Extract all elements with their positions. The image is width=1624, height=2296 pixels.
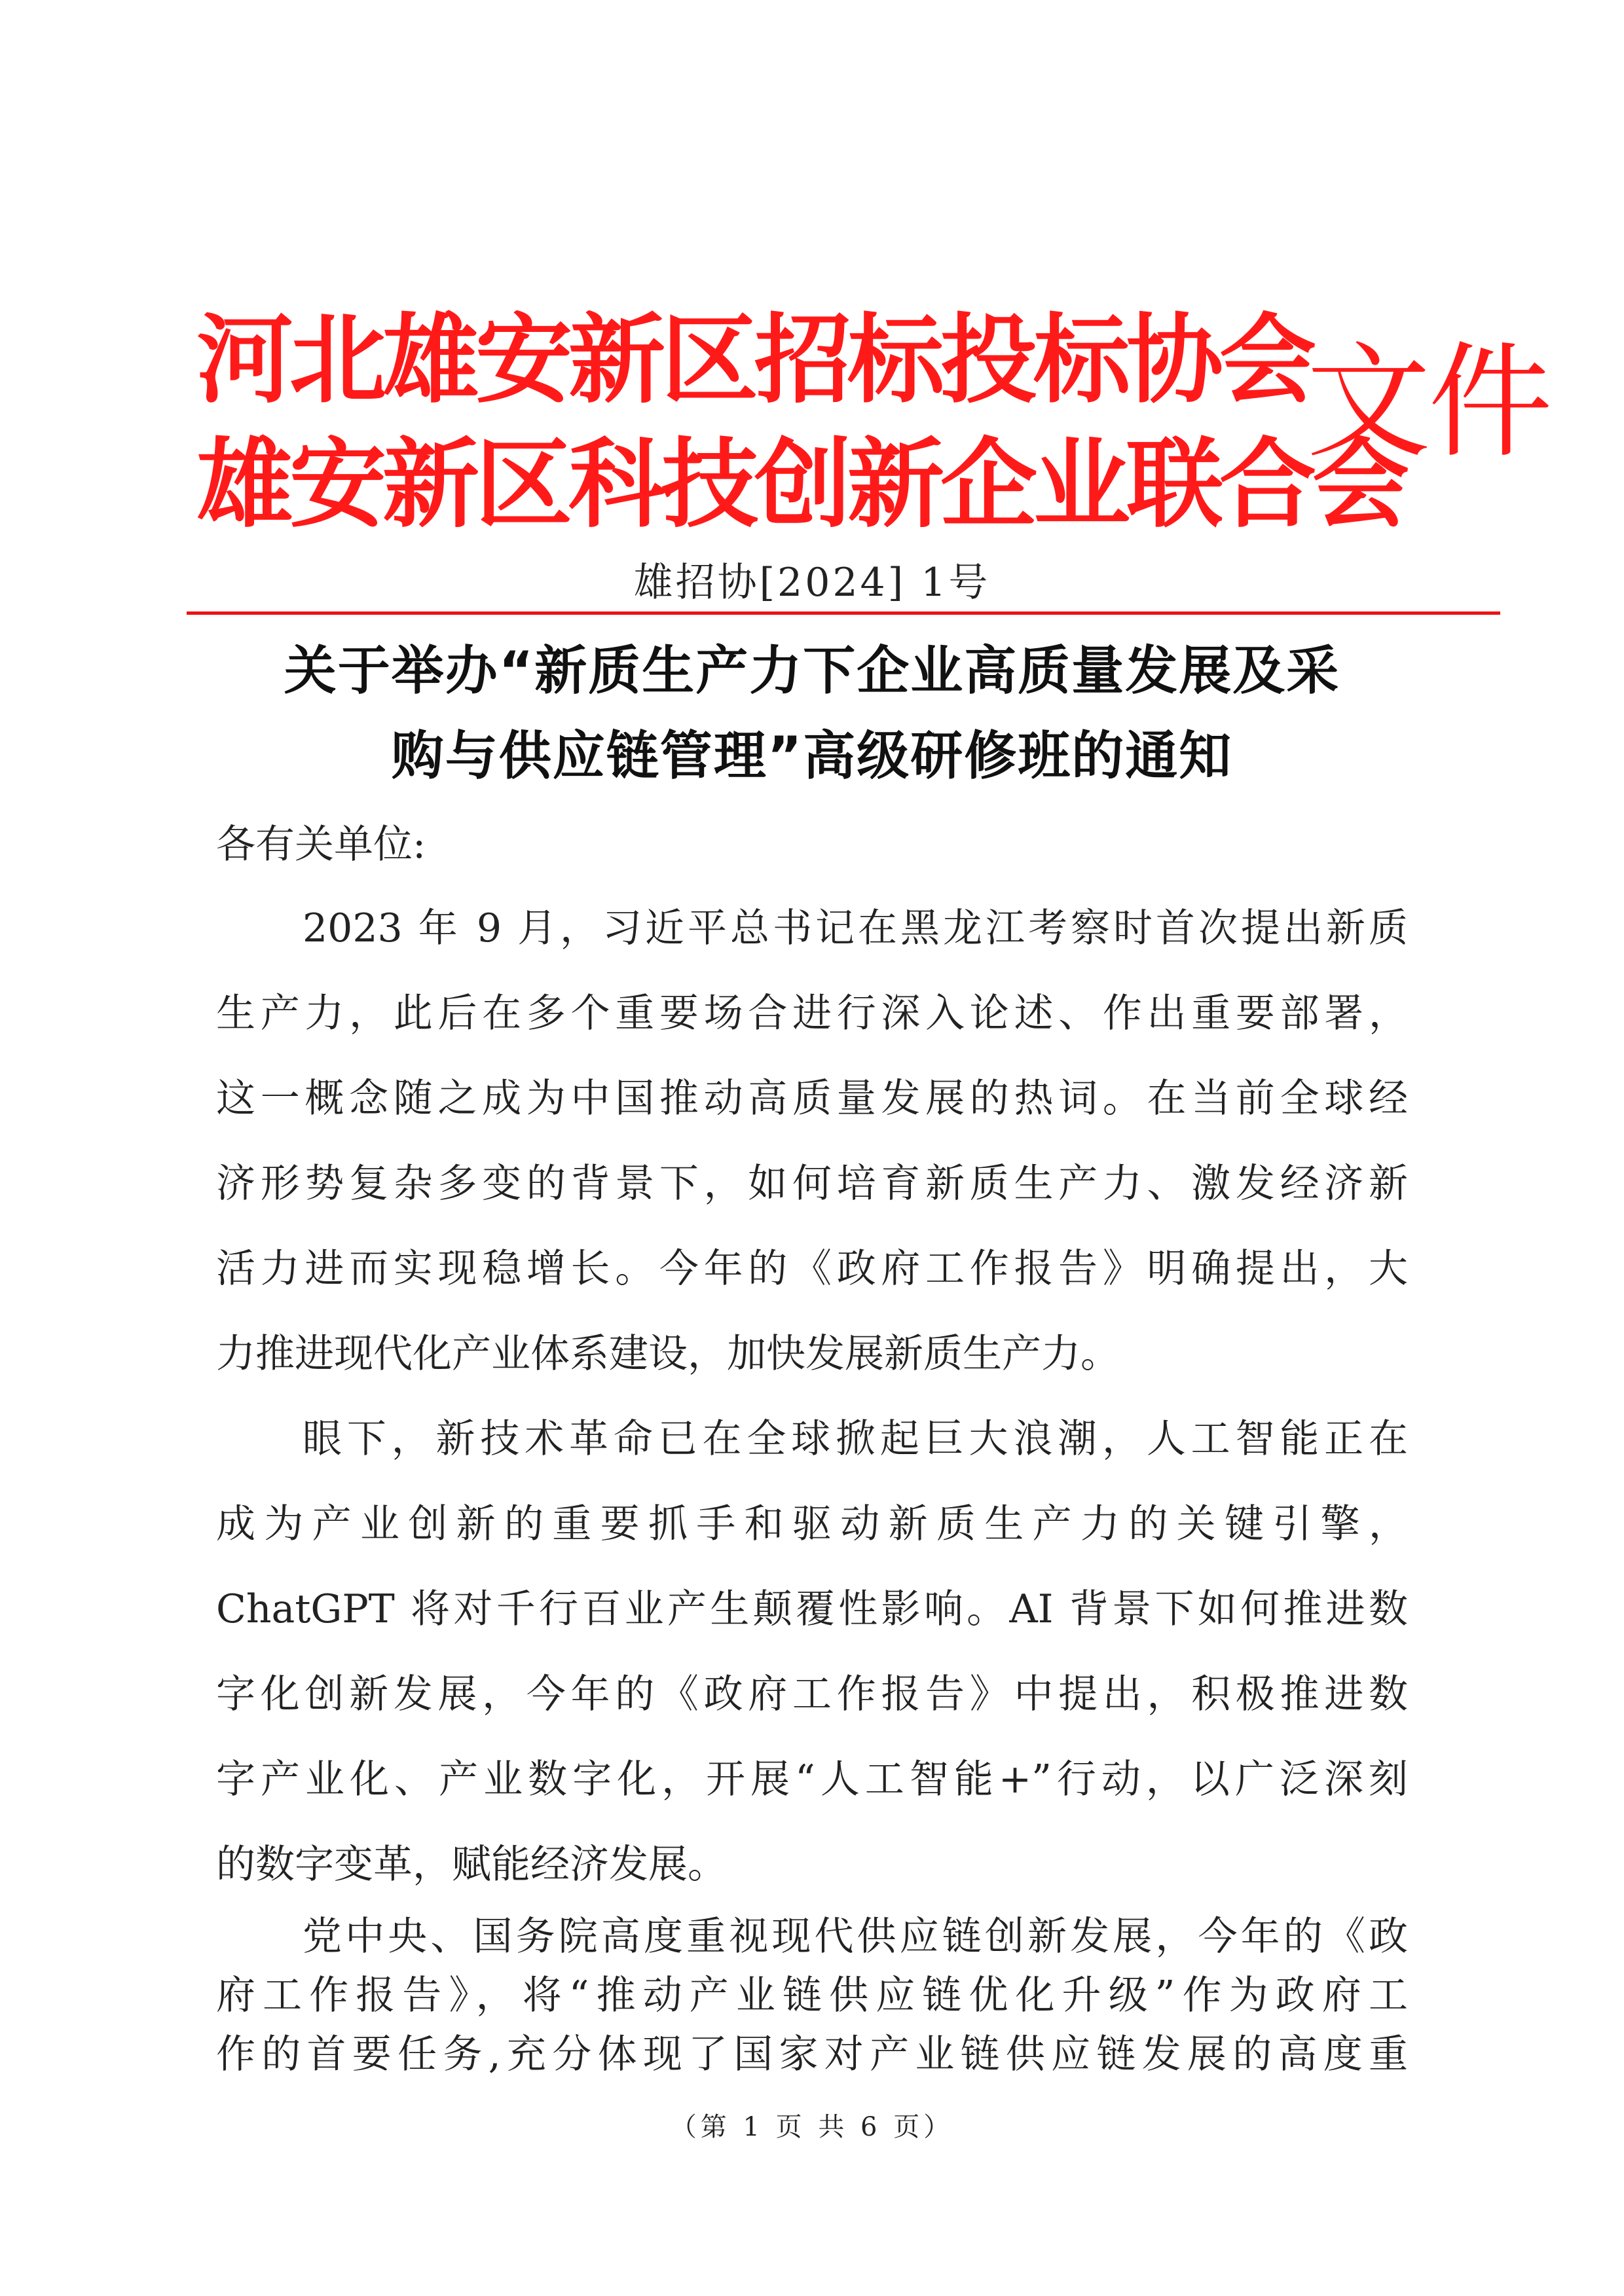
body-line: 生产力，此后在多个重要场合进行深入论述、作出重要部署， <box>216 991 1408 1036</box>
notice-title-line-1: 关于举办“新质生产力下企业高质量发展及采 <box>284 640 1340 701</box>
body-line: 成为产业创新的重要抓手和驱动新质生产力的关键引擎， <box>216 1501 1408 1547</box>
body-line: 作的首要任务,充分体现了国家对产业链供应链发展的高度重 <box>216 2032 1408 2077</box>
page-indicator: （第 1 页 共 6 页） <box>670 2112 954 2142</box>
body-line: 眼下，新技术革命已在全球掀起巨大浪潮，人工智能正在 <box>303 1416 1408 1462</box>
body-line: 党中央、国务院高度重视现代供应链创新发展，今年的《政 <box>303 1914 1408 1959</box>
body-line: 字产业化、产业数字化，开展“人工智能+”行动，以广泛深刻 <box>216 1757 1408 1802</box>
org-name-line-1: 河北雄安新区招标投标协会 <box>196 304 1312 416</box>
body-line: 的数字变革，赋能经济发展。 <box>216 1842 727 1887</box>
document-number: 雄招协[2024] 1号 <box>633 560 991 606</box>
body-line: 府工作报告》，将“推动产业链供应链优化升级”作为政府工 <box>216 1973 1408 2018</box>
salutation: 各有关单位: <box>216 822 426 867</box>
body-line: ChatGPT 将对千行百业产生颠覆性影响。AI 背景下如何推进数 <box>216 1586 1408 1632</box>
org-name-line-2: 雄安新区科技创新企业联合会 <box>196 428 1405 541</box>
body-line: 2023 年 9 月，习近平总书记在黑龙江考察时首次提出新质 <box>303 905 1408 951</box>
body-line: 这一概念随之成为中国推动高质量发展的热词。在当前全球经 <box>216 1076 1408 1121</box>
body-line: 力推进现代化产业体系建设，加快发展新质生产力。 <box>216 1331 1120 1377</box>
body-line: 活力进而实现稳增长。今年的《政府工作报告》明确提出，大 <box>216 1246 1408 1292</box>
body-line: 济形势复杂多变的背景下，如何培育新质生产力、激发经济新 <box>216 1161 1408 1207</box>
red-divider-line <box>187 611 1500 615</box>
body-line: 字化创新发展，今年的《政府工作报告》中提出，积极推进数 <box>216 1671 1408 1717</box>
notice-title-line-2: 购与供应链管理”高级研修班的通知 <box>391 725 1233 786</box>
document-type-label: 文件 <box>1306 330 1551 475</box>
